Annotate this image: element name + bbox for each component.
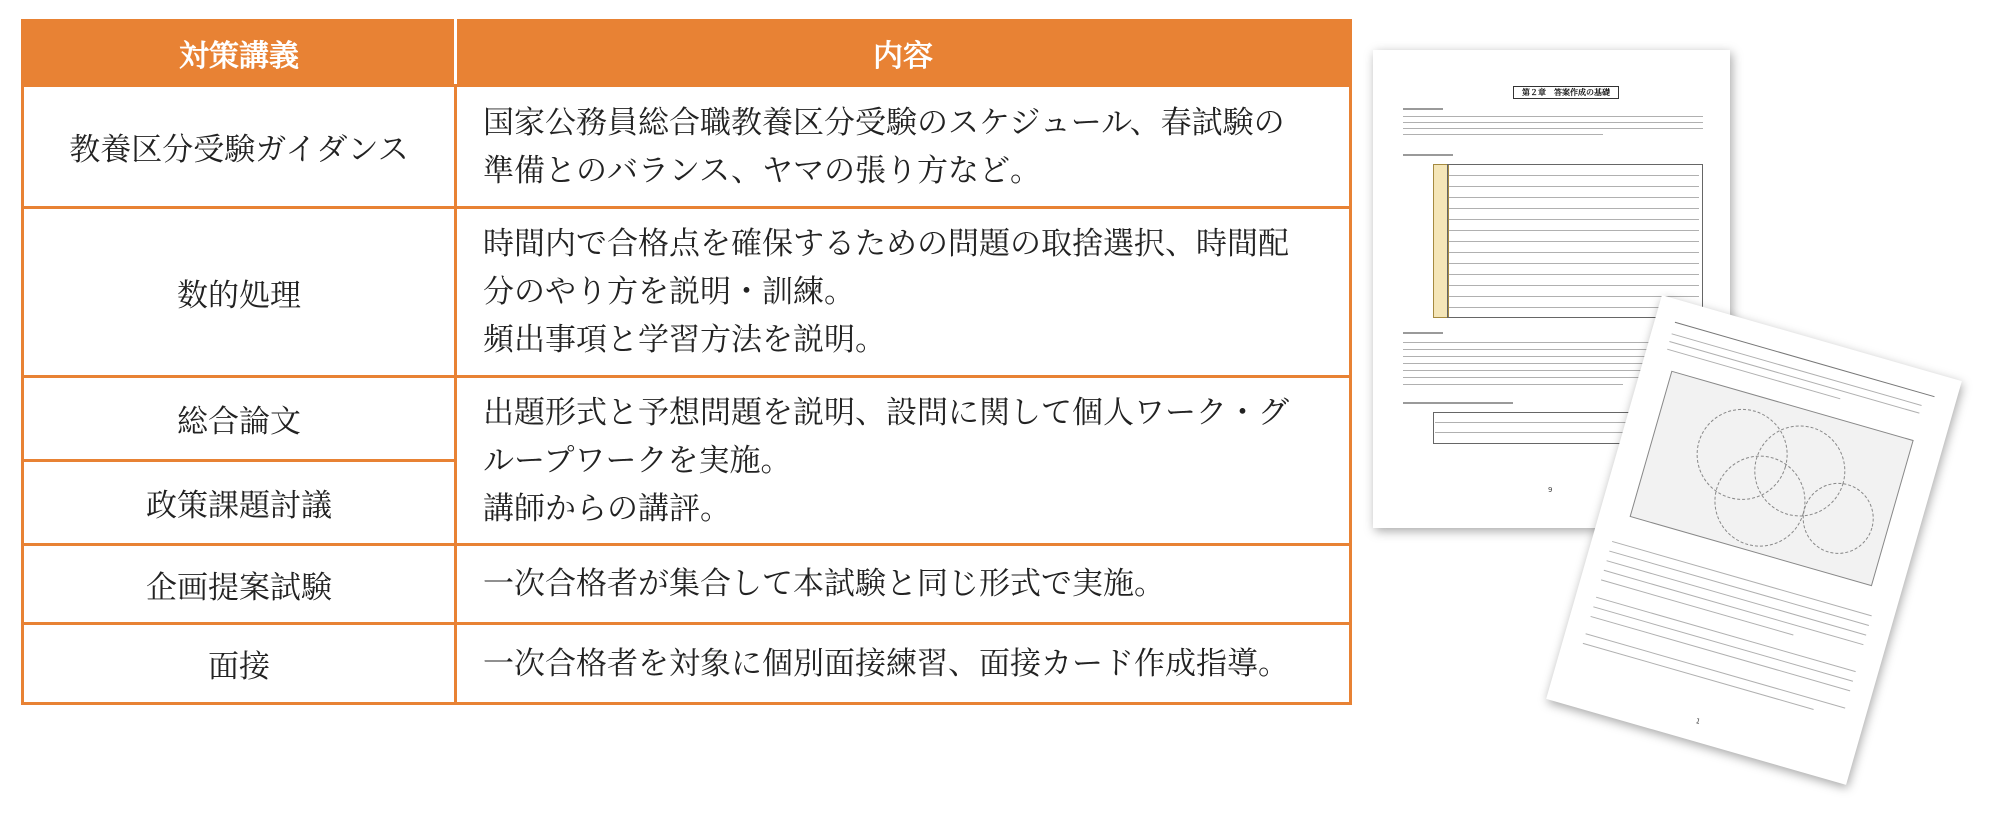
- venn-diagram: [1630, 371, 1914, 587]
- document-title: 第２章 答案作成の基礎: [1513, 86, 1619, 99]
- course-name: 政策課題討議: [23, 461, 456, 545]
- course-name: 数的処理: [23, 208, 456, 377]
- content-line: 頻出事項と学習方法を説明。: [483, 322, 886, 358]
- table-row: [23, 208, 1351, 377]
- content-line: 出題形式と予想問題を説明、設問に関して個人ワーク・グ: [483, 394, 1289, 431]
- page-number: 1: [1694, 717, 1702, 727]
- content-line: 準備とのバランス、ヤマの張り方など。: [483, 152, 1041, 189]
- content-line: 一次合格者が集合して本試験と同じ形式で実施。: [483, 566, 1165, 602]
- course-name: 総合論文: [23, 377, 456, 461]
- content-line: 国家公務員総合職教養区分受験のスケジュール、春試験の: [483, 104, 1285, 141]
- table-row: [23, 86, 1351, 208]
- content-line: ループワークを実施。: [483, 442, 792, 479]
- course-content: [456, 377, 1351, 545]
- course-name: 企画提案試験: [23, 545, 456, 624]
- course-content: [456, 624, 1351, 704]
- page-number: 9: [1548, 486, 1553, 494]
- content-line: 講師からの講評。: [483, 490, 731, 527]
- course-content: [456, 208, 1351, 377]
- course-content: [456, 86, 1351, 208]
- course-table: [21, 19, 1352, 705]
- content-line: 時間内で合格点を確保するための問題の取捨選択、時間配: [483, 226, 1289, 262]
- course-content: [456, 545, 1351, 624]
- content-line: 一次合格者を対象に個別面接練習、面接カード作成指導。: [483, 645, 1289, 682]
- course-name: 教養区分受験ガイダンス: [23, 86, 456, 208]
- table-header-row: [23, 21, 1351, 86]
- header-content: 内容: [456, 21, 1351, 86]
- header-course: 対策講義: [23, 21, 456, 86]
- table-row: [23, 624, 1351, 704]
- table-row: [23, 545, 1351, 624]
- table-row: [23, 377, 1351, 461]
- content-line: 分のやり方を説明・訓練。: [483, 274, 855, 310]
- course-name: 面接: [23, 624, 456, 704]
